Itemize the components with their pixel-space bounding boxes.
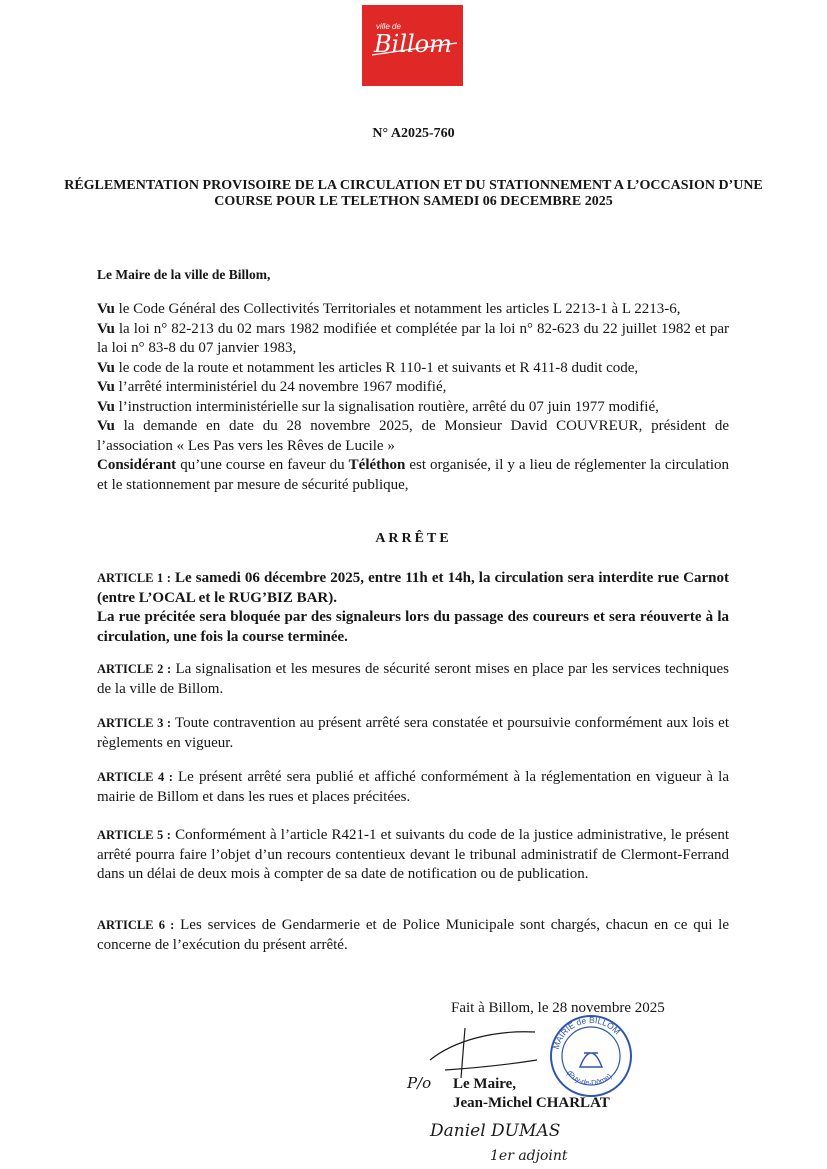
vu-item: Vu le code de la route et notamment les articles R 110-1 et suivants et R 411-8 dudit code, (97, 359, 639, 376)
article-2: ARTICLE 2 : La signalisation et les mesures de sécurité seront mises en place par les services techniques de la ville de Billom. (97, 661, 730, 697)
article-4: ARTICLE 4 : Le présent arrêté sera publié et affiché conformément à la réglementation en vigueur à la mairie de Billom et dans les rues et places précitées. (97, 769, 729, 805)
handwritten-signature (428, 1110, 648, 1166)
document-title: RÉGLEMENTATION PROVISOIRE DE LA CIRCULATION ET DU STATIONNEMENT A L’OCCASION D’UNE COURSE POUR LE TELETHON SAMEDI 06 DECEMBRE 2025 (64, 178, 763, 209)
stamp-text: MAIRIE de BILLOM (550, 1014, 623, 1051)
signature-scribble (425, 1020, 545, 1080)
svg-text:ville de: ville de (376, 22, 401, 31)
decree-number: N° A2025-760 (372, 126, 455, 141)
svg-text:MAIRIE de BILLOM (551, 1015, 623, 1050)
billom-logo (362, 5, 463, 86)
signatory-name: Jean-Michel CHARLAT (453, 1095, 610, 1111)
svg-text:Billom: Billom (374, 30, 452, 58)
signatory-title: Le Maire, (453, 1076, 517, 1092)
official-stamp (548, 1013, 634, 1099)
stamp-subtext: (Puy-de-Dôme) (565, 1068, 614, 1088)
vu-item: Vu la demande en date du 28 novembre 2025, de Monsieur David COUVREUR, président de l’association « Les Pas vers les Rêves de Lucile » (97, 418, 729, 454)
vu-item: Vu l’instruction interministérielle sur la signalisation routière, arrêté du 07 juin 1977 modifié, (97, 398, 659, 415)
per-procuration: P/o (407, 1074, 432, 1092)
svg-text:1er adjoint: 1er adjoint (490, 1148, 568, 1164)
vu-item: Vu l’arrêté interministériel du 24 novembre 1967 modifié, (97, 379, 447, 395)
legal-basis-list (97, 300, 729, 495)
vu-item: Vu la loi n° 82-213 du 02 mars 1982 modifiée et complétée par la loi n° 82-623 du 22 juillet 1982 et par la loi n° 83-8 du 07 janvier 1983, (97, 320, 729, 356)
article-1: ARTICLE 1 : Le samedi 06 décembre 2025, entre 11h et 14h, la circulation sera interdite rue Carnot (entre L’OCAL et le RUG’BIZ BAR). La rue précitée sera bloquée par des signaleurs lors du passage des coureurs et sera réouverte à la circulation, une fois la course terminée. (97, 570, 729, 645)
vu-item: Vu le Code Général des Collectivités Territoriales et notamment les articles L 2213-1 à L 2213-6, (97, 301, 681, 317)
svg-text:Daniel DUMAS: Daniel DUMAS (430, 1121, 561, 1141)
svg-text:(Puy-de-Dôme) (565, 1069, 614, 1088)
arrete-heading: ARRÊTE (375, 531, 452, 546)
article-3: ARTICLE 3 : Toute contravention au présent arrêté sera constatée et poursuivie conformément aux lois et règlements en vigueur. (97, 715, 729, 751)
mayor-intro: Le Maire de la ville de Billom, (97, 267, 271, 282)
article-5: ARTICLE 5 : Conformément à l’article R421-1 et suivants du code de la justice administrative, le présent arrêté pourra faire l’objet d’un recours contentieux devant le tribunal administratif de Clermont-Ferrand dans un délai de deux mois à compter de sa date de notification ou de publication. (97, 827, 729, 882)
considerant-item: Considérant qu’une course en faveur du Téléthon est organisée, il y a lieu de réglementer la circulation et le stationnement par mesure de sécurité publique, (97, 457, 729, 493)
place-and-date: Fait à Billom, le 28 novembre 2025 (451, 1000, 665, 1016)
article-6: ARTICLE 6 : Les services de Gendarmerie et de Police Municipale sont chargés, chacun en ce qui le concerne de l’exécution du présent arrêté. (97, 917, 730, 953)
